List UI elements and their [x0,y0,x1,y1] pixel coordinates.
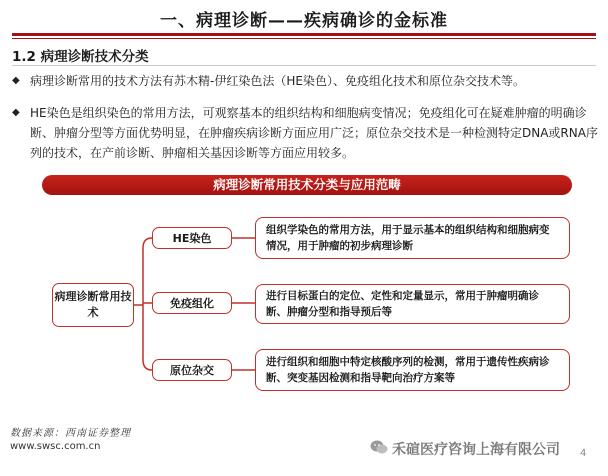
section-heading: 1.2 病理诊断技术分类 [12,49,149,65]
root-node: 病理诊断常用技术 [52,283,134,327]
data-source-note: 数据来源：西南证券整理 [10,428,131,439]
diagram-banner: 病理诊断常用技术分类与应用范畴 [42,175,572,195]
page-title: 一、病理诊断——疾病确诊的金标准 [160,11,448,31]
description-ish: 进行组织和细胞中特定核酸序列的检测，常用于遗传性疾病诊断、突变基因检测和指导靶向治疗方案等 [255,349,570,391]
footer-url: www.swsc.com.cn [10,441,101,452]
wechat-icon [370,438,388,456]
page-number: 4 [580,448,587,459]
watermark-text: 禾碹医疗咨询上海有限公司 [392,442,560,458]
category-node-he: HE染色 [152,227,232,249]
description-he: 组织学染色的常用方法，用于显示基本的组织结构和细胞病变情况，用于肿瘤的初步病理诊断 [255,217,570,259]
diamond-bullet-icon: ◆ [12,75,20,86]
diamond-bullet-icon: ◆ [12,107,20,118]
connector-spine [143,238,152,370]
description-ihc: 进行目标蛋白的定位、定性和定量显示，常用于肿瘤明确诊断、肿瘤分型和指导预后等 [255,284,570,324]
bullet-text: HE染色是组织染色的常用方法，可观察基本的组织结构和细胞病变情况；免疫组化可在疑难肿瘤的明确诊断、肿瘤分型等方面优势明显，在肿瘤疾病诊断方面应用广泛；原位杂交技术是一种检测特定DNA或RNA序列的技术，在产前诊断、肿瘤相关基因诊断等方面应用较多。 [30,106,598,160]
category-node-ihc: 免疫组化 [152,292,232,314]
bullet-text: 病理诊断常用的技术方法有苏木精-伊红染色法（HE染色）、免疫组化技术和原位杂交技术等。 [30,74,525,88]
category-node-ish: 原位杂交 [152,359,232,381]
